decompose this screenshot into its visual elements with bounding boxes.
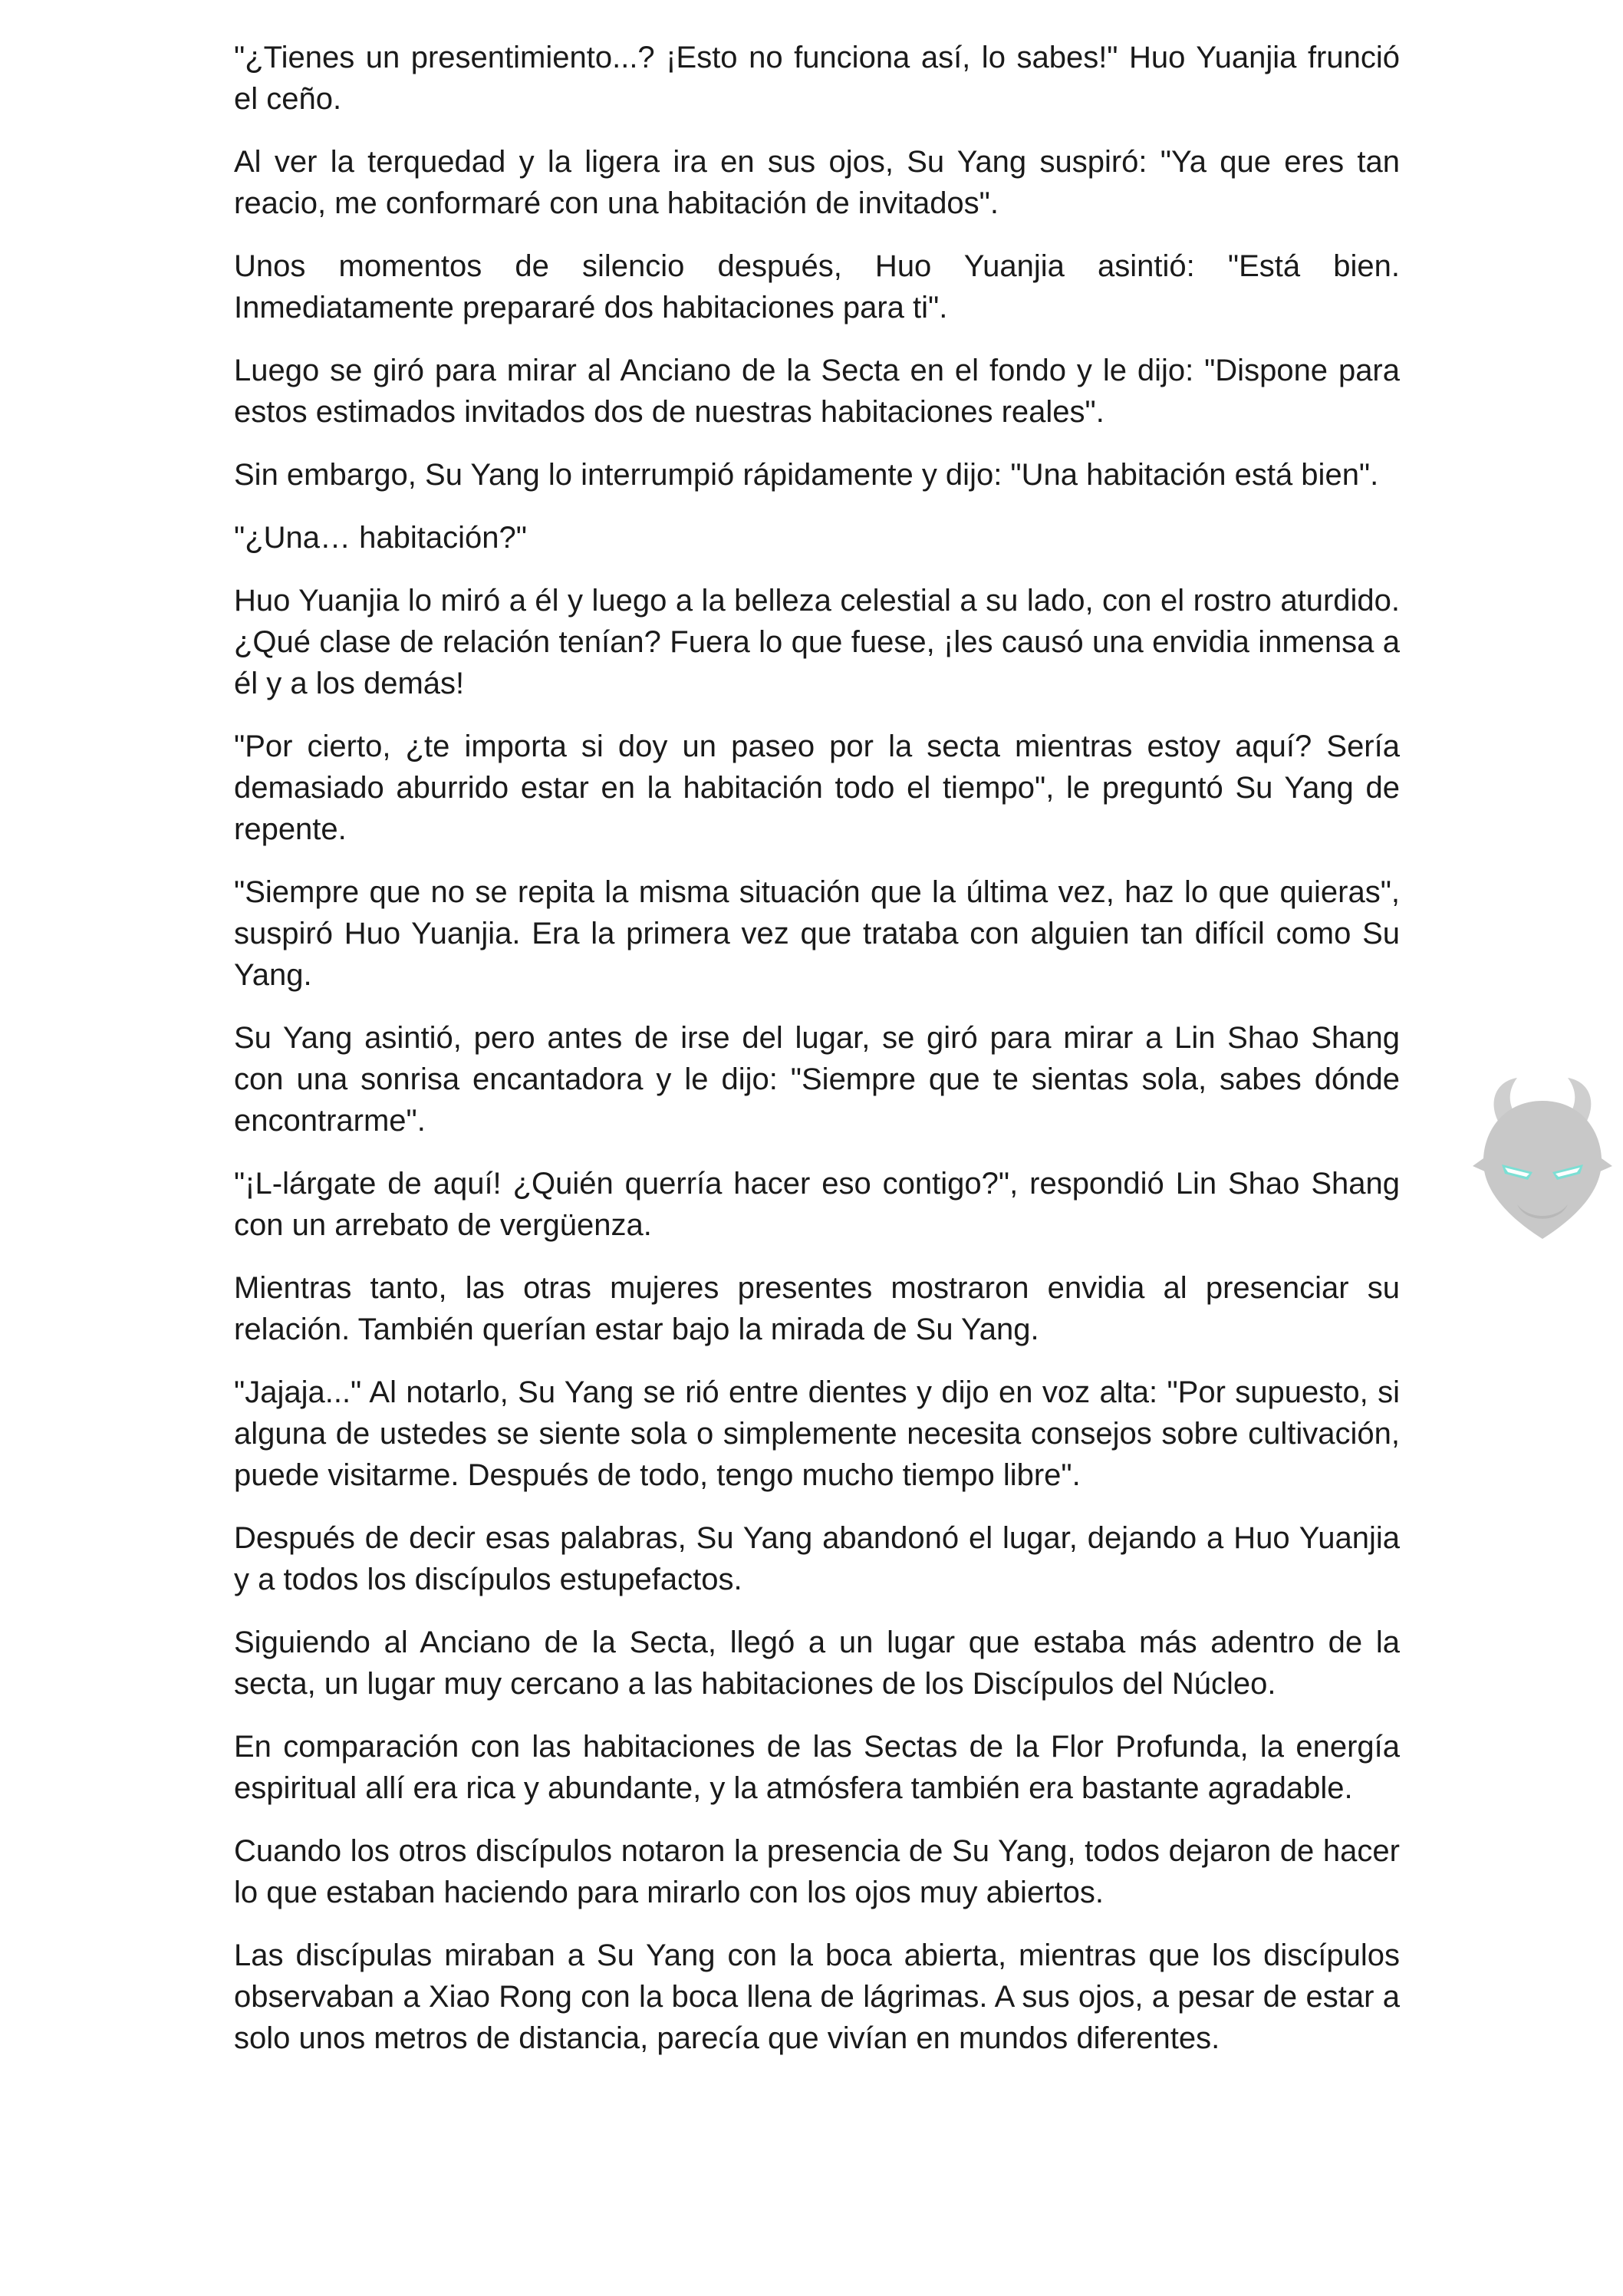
paragraph: Al ver la terquedad y la ligera ira en sus ojos, Su Yang suspiró: "Ya que eres tan reacio, me conformaré con una habitación de invitados". bbox=[234, 145, 1400, 220]
paragraph: Mientras tanto, las otras mujeres presentes mostraron envidia al presenciar su relación. También querían estar bajo la mirada de Su Yang. bbox=[234, 1271, 1400, 1346]
paragraph: Las discípulas miraban a Su Yang con la boca abierta, mientras que los discípulos observaban a Xiao Rong con la boca llena de lágrimas. A sus ojos, a pesar de estar a solo unos metros de distancia, parecía que vivían en mundos diferentes. bbox=[234, 1939, 1400, 2055]
paragraph: En comparación con las habitaciones de las Sectas de la Flor Profunda, la energía espiritual allí era rica y abundante, y la atmósfera también era bastante agradable. bbox=[234, 1730, 1400, 1805]
paragraph: Siguiendo al Anciano de la Secta, llegó a un lugar que estaba más adentro de la secta, un lugar muy cercano a las habitaciones de los Discípulos del Núcleo. bbox=[234, 1626, 1400, 1701]
paragraph: "Por cierto, ¿te importa si doy un paseo por la secta mientras estoy aquí? Sería demasiado aburrido estar en la habitación todo el tiempo", le preguntó Su Yang de repente. bbox=[234, 730, 1400, 846]
paragraph: Huo Yuanjia lo miró a él y luego a la belleza celestial a su lado, con el rostro aturdido. ¿Qué clase de relación tenían? Fuera lo que fuese, ¡les causó una envidia inmensa a él y a los demás! bbox=[234, 584, 1400, 700]
paragraph: Su Yang asintió, pero antes de irse del lugar, se giró para mirar a Lin Shao Shang con una sonrisa encantadora y le dijo: "Siempre que te sientas sola, sabes dónde encontrarme". bbox=[234, 1021, 1400, 1138]
paragraph: Cuando los otros discípulos notaron la presencia de Su Yang, todos dejaron de hacer lo que estaban haciendo para mirarlo con los ojos muy abiertos. bbox=[234, 1834, 1400, 1909]
paragraph: "¡L-lárgate de aquí! ¿Quién querría hacer eso contigo?", respondió Lin Shao Shang con un arrebato de vergüenza. bbox=[234, 1167, 1400, 1242]
paragraph: Luego se giró para mirar al Anciano de la Secta en el fondo y le dijo: "Dispone para estos estimados invitados dos de nuestras habitaciones reales". bbox=[234, 354, 1400, 429]
document-page bbox=[234, 37, 1400, 2080]
paragraph: "Siempre que no se repita la misma situación que la última vez, haz lo que quieras", suspiró Huo Yuanjia. Era la primera vez que trataba con alguien tan difícil como Su Yang. bbox=[234, 875, 1400, 992]
paragraph: Sin embargo, Su Yang lo interrumpió rápidamente y dijo: "Una habitación está bien". bbox=[234, 458, 1379, 492]
paragraph: "¿Tienes un presentimiento...? ¡Esto no funciona así, lo sabes!" Huo Yuanjia frunció el ceño. bbox=[234, 41, 1400, 116]
paragraph: Unos momentos de silencio después, Huo Yuanjia asintió: "Está bien. Inmediatamente prepararé dos habitaciones para ti". bbox=[234, 249, 1400, 324]
demon-head-icon bbox=[1471, 1074, 1614, 1243]
paragraph: "¿Una… habitación?" bbox=[234, 521, 527, 555]
paragraph: Después de decir esas palabras, Su Yang abandonó el lugar, dejando a Huo Yuanjia y a todos los discípulos estupefactos. bbox=[234, 1521, 1400, 1596]
paragraph: "Jajaja..." Al notarlo, Su Yang se rió entre dientes y dijo en voz alta: "Por supuesto, si alguna de ustedes se siente sola o simplemente necesita consejos sobre cultivación, puede visitarme. Después de todo, tengo mucho tiempo libre". bbox=[234, 1375, 1400, 1492]
